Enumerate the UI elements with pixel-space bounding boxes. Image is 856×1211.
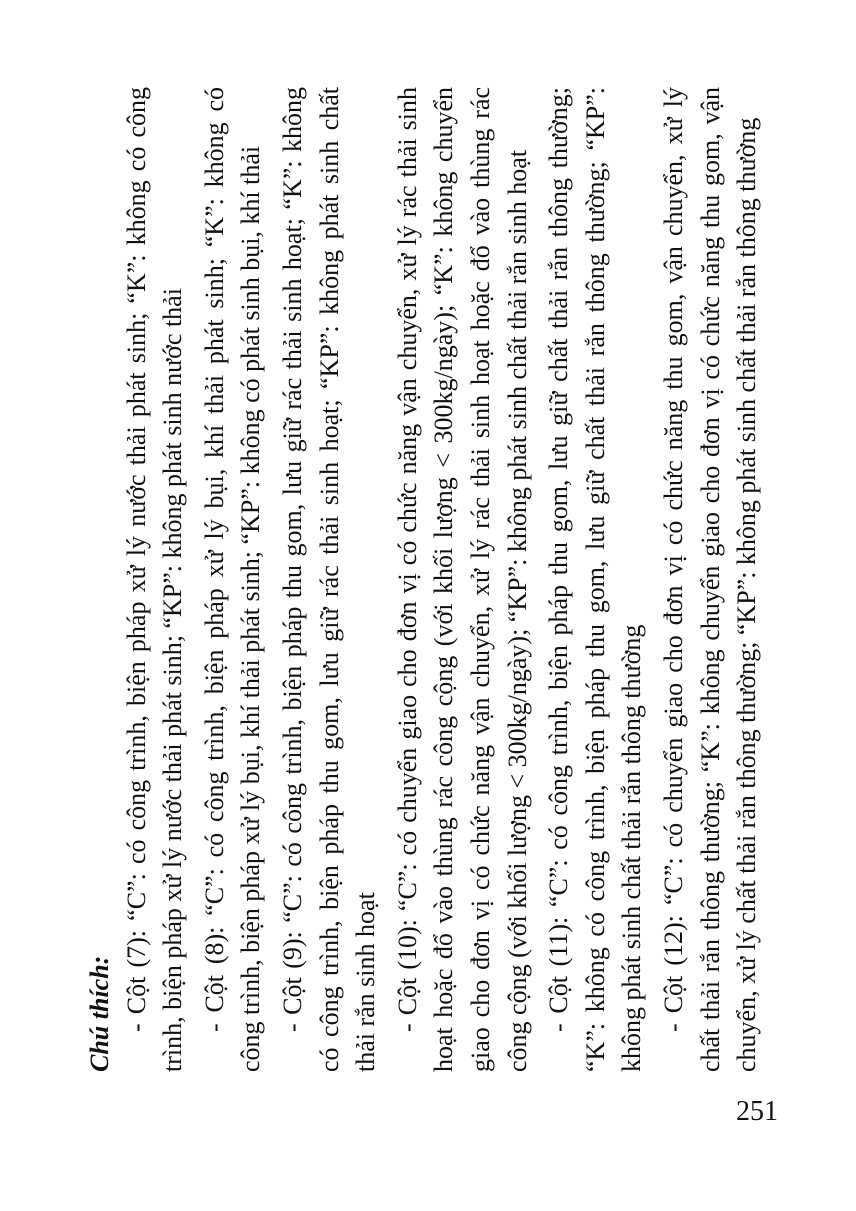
note-column-9	[275, 87, 385, 1072]
note-line: chất thải rắn thông thường; “K”: không chuyển giao cho đơn vị có chức năng thu gom, vận	[695, 87, 725, 1072]
note-line: - Cột (11): “C”: có công trình, biện pháp thu gom, lưu giữ chất thải rắn thông thường;	[544, 87, 574, 1032]
note-line: - Cột (12): “C”: có chuyển giao cho đơn vị có chức năng thu gom, vận chuyển, xử lý	[658, 87, 688, 1032]
note-column-10	[390, 87, 536, 1072]
note-line: - Cột (9): “C”: có công trình, biện pháp thu gom, lưu giữ rác thải sinh hoạt; “K”: không	[277, 87, 307, 1032]
note-column-8	[197, 87, 270, 1072]
note-line: “K”: không có công trình, biện pháp thu gom, lưu giữ chất thải rắn thông thường; “KP”:	[580, 87, 610, 1072]
note-line: công cộng (với khối lượng < 300kg/ngày); “KP”: không phát sinh chất thải rắn sinh hoạt	[502, 149, 532, 1072]
note-line: giao cho đơn vị có chức năng vận chuyển, xử lý rác thải sinh hoạt hoặc đổ vào thùng rác	[465, 87, 495, 1072]
note-column-12	[656, 87, 766, 1072]
note-line: trình, biện pháp xử lý nước thải phát sinh; “KP”: không phát sinh nước thải	[158, 288, 188, 1072]
notes-title: Chú thích:	[85, 955, 114, 1072]
page-number: 251	[736, 1096, 778, 1127]
note-line: không phát sinh chất thải rắn thông thường	[617, 624, 647, 1072]
note-line: - Cột (7): “C”: có công trình, biện pháp xử lý nước thải phát sinh; “K”: không có công	[121, 87, 151, 1032]
note-line: chuyển, xử lý chất thải rắn thông thường; “KP”: không phát sinh chất thải rắn thông thường	[732, 117, 762, 1072]
note-line: công trình, biện pháp xử lý bụi, khí thải phát sinh; “KP”: không có phát sinh bụi, khí thải	[236, 145, 266, 1072]
rotated-notes-block	[82, 87, 771, 1072]
note-line: - Cột (8): “C”: có công trình, biện pháp xử lý bụi, khí thải phát sinh; “K”: không có	[199, 87, 229, 1032]
note-column-11	[541, 87, 651, 1072]
note-column-7	[119, 87, 192, 1072]
note-line: thải rắn sinh hoạt	[351, 892, 381, 1072]
note-line: có công trình, biện pháp thu gom, lưu giữ rác thải sinh hoạt; “KP”: không phát sinh chất	[314, 87, 344, 1072]
note-line: - Cột (10): “C”: có chuyển giao cho đơn vị có chức năng vận chuyển, xử lý rác thải sinh	[392, 87, 422, 1032]
note-line: hoạt hoặc đổ vào thùng rác công cộng (với khối lượng < 300kg/ngày); “K”: không chuyển	[429, 87, 459, 1072]
